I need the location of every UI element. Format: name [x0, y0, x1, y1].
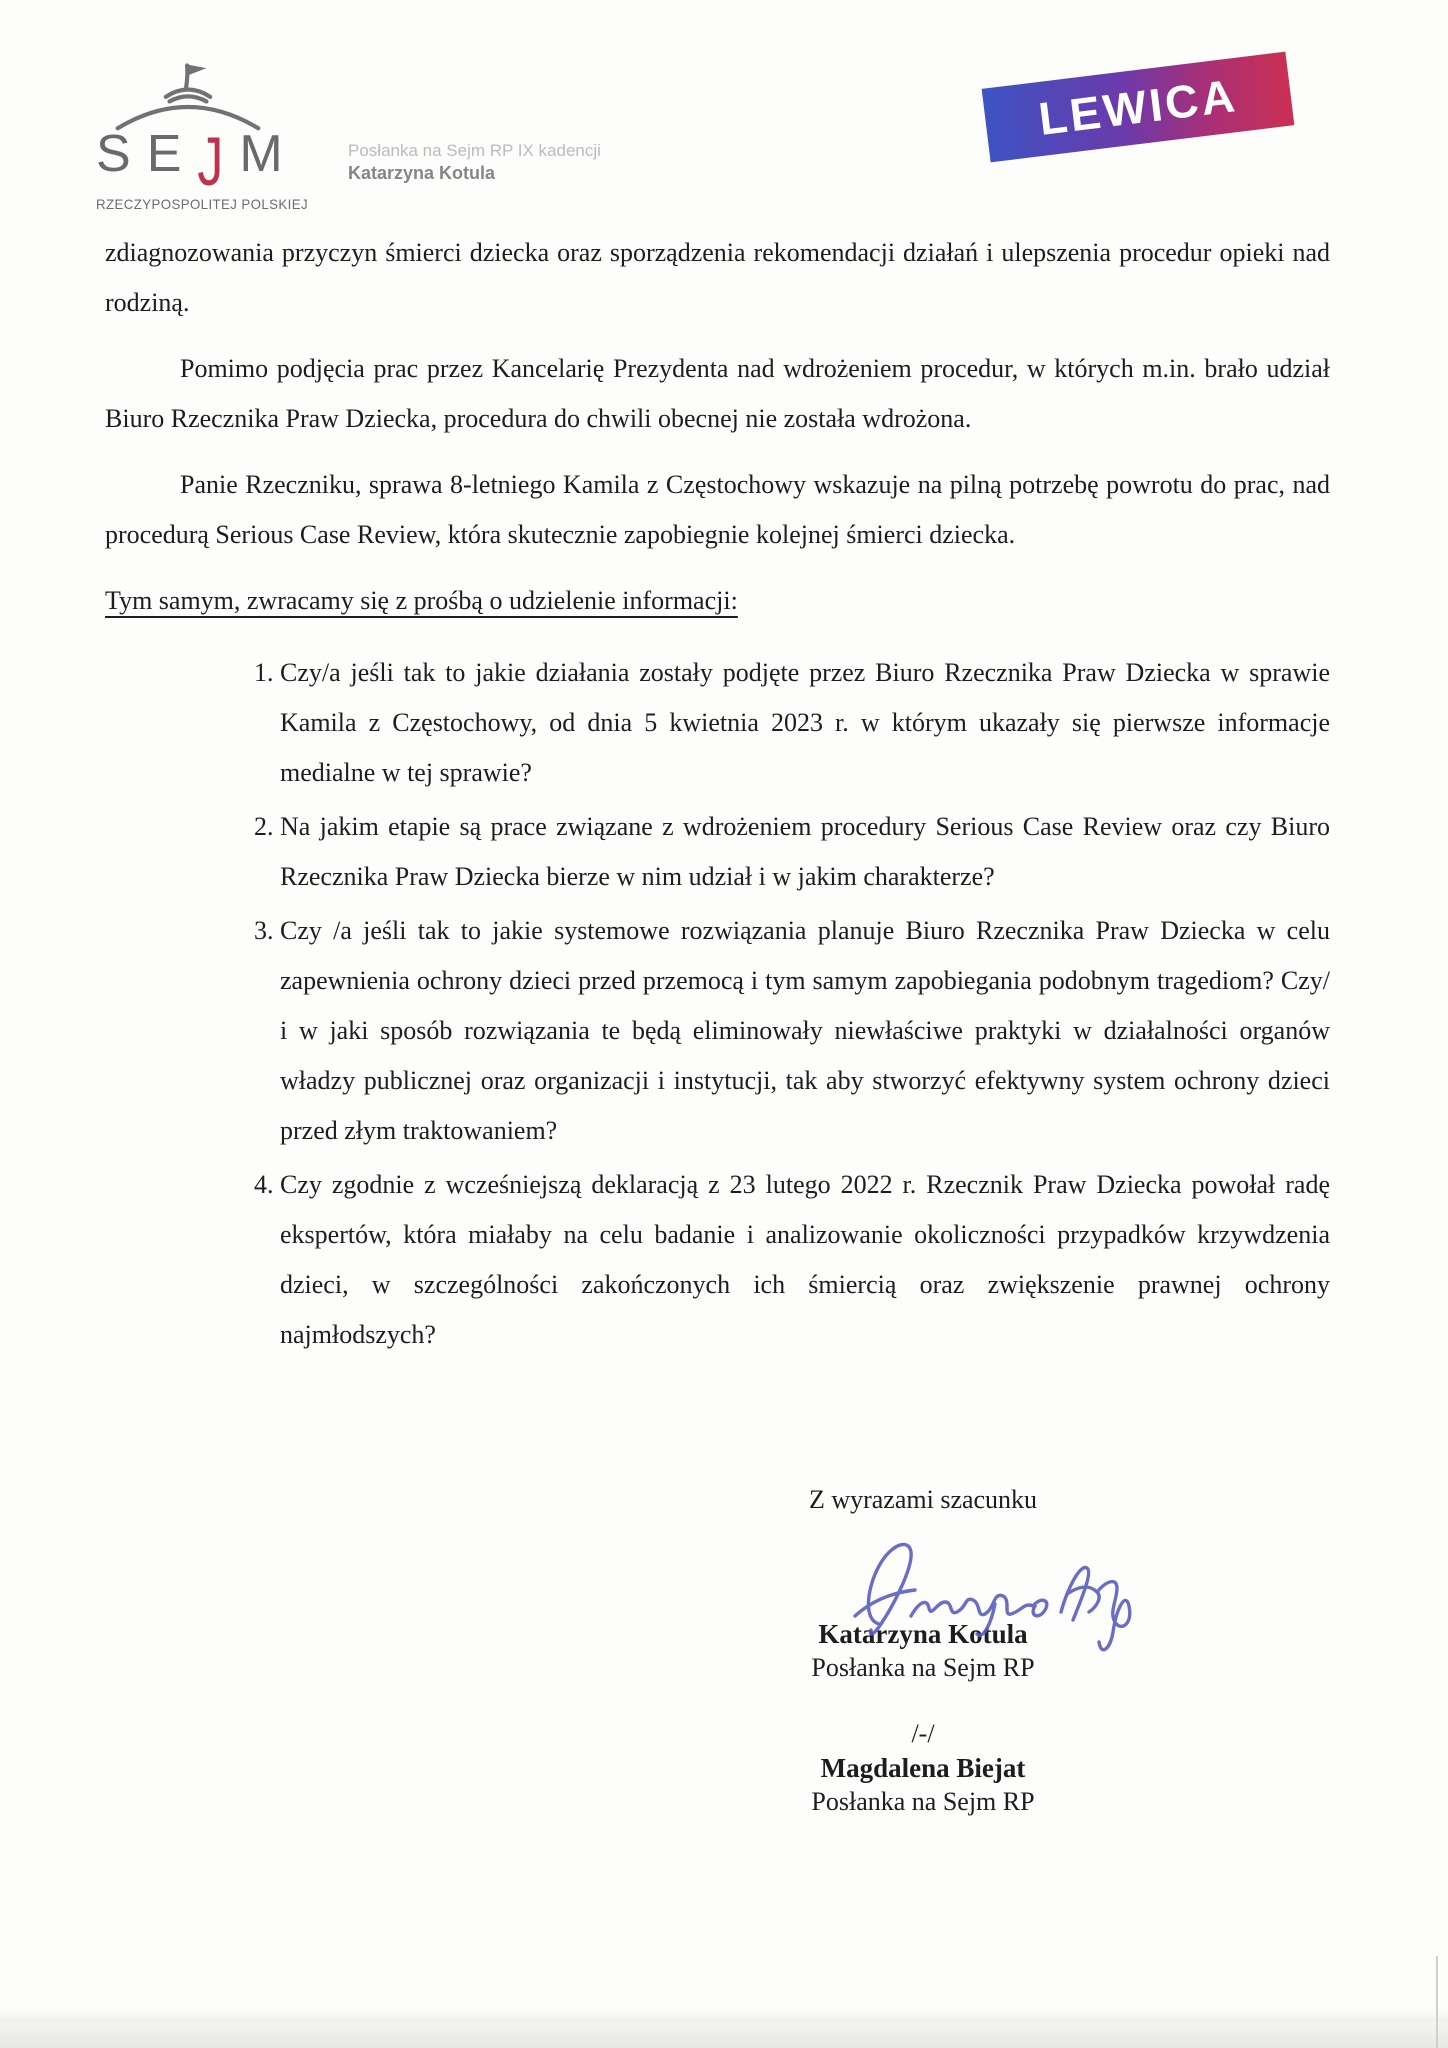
request-intro-text: Tym samym, zwracamy się z prośbą o udzielenie informacji: [105, 586, 738, 615]
scan-bottom-edge [0, 2022, 1448, 2048]
lewica-logo [982, 52, 1295, 163]
signer2-name: Magdalena Biejat [820, 1753, 1026, 1783]
questions-list [237, 648, 1330, 1360]
lewica-wordmark: LEWICA [1035, 69, 1241, 145]
signer2-title: Posłanka na Sejm RP [811, 1787, 1035, 1816]
sejm-letter: E [146, 125, 182, 183]
sejm-subtitle: RZECZYPOSPOLITEJ POLSKIEJ [96, 196, 309, 212]
sejm-wordmark [96, 124, 296, 201]
question-item: 4. Czy zgodnie z wcześniejszą deklaracją z 23 lutego 2022 r. Rzecznik Praw Dziecka powołał radę ekspertów, która miałaby na celu badanie i analizowanie okoliczności przypadków krzywdzenia dzieci, w szczególności zakończonych ich śmiercią oraz zwiększenie prawnej ochrony najmłodszych? [280, 1160, 1330, 1360]
sejm-dome-icon [108, 58, 268, 132]
paragraph: Panie Rzeczniku, sprawa 8-letniego Kamila z Częstochowy wskazuje na pilną potrzebę powrotu do prac, nad procedurą Serious Case Review, która skutecznie zapobiegnie kolejnej śmierci dziecka. [105, 470, 1330, 549]
sender-identification [348, 140, 601, 184]
letter-body [105, 228, 1330, 1364]
sejm-letter: S [96, 125, 131, 183]
sejm-letter: M [239, 125, 283, 183]
signer1-title: Posłanka na Sejm RP [811, 1653, 1035, 1682]
handwritten-signature [845, 1528, 1145, 1668]
salutation: Z wyrazami szacunku [808, 1485, 1038, 1514]
signer1-name: Katarzyna Kotula [818, 1619, 1028, 1649]
signed-mark: /-/ [911, 1719, 935, 1748]
sejm-letter-red-j: J [197, 124, 224, 201]
scan-right-edge [1436, 1956, 1438, 2048]
scan-shadow [0, 2008, 1448, 2022]
sender-role: Posłanka na Sejm RP IX kadencji [348, 141, 601, 160]
paragraph-continuation: zdiagnozowania przyczyn śmierci dziecka oraz sporządzenia rekomendacji działań i ulepszenia procedur opieki nad rodziną. [105, 238, 1330, 317]
sejm-logo [96, 58, 309, 212]
question-item: 1. Czy/a jeśli tak to jakie działania zostały podjęte przez Biuro Rzecznika Praw Dziecka w sprawie Kamila z Częstochowy, od dnia 5 kwietnia 2023 r. w którym ukazały się pierwsze informacje medialne w tej sprawie? [280, 648, 1330, 798]
request-intro [105, 576, 1330, 626]
sejm-flag-icon [187, 64, 206, 75]
paragraph: Pomimo podjęcia prac przez Kancelarię Prezydenta nad wdrożeniem procedur, w których m.in. brało udział Biuro Rzecznika Praw Dziecka, procedura do chwili obecnej nie została wdrożona. [105, 354, 1330, 433]
question-item: 2. Na jakim etapie są prace związane z wdrożeniem procedury Serious Case Review oraz czy Biuro Rzecznika Praw Dziecka bierze w nim udział i w jakim charakterze? [280, 802, 1330, 902]
question-item: 3. Czy /a jeśli tak to jakie systemowe rozwiązania planuje Biuro Rzecznika Praw Dziecka w celu zapewnienia ochrony dzieci przed przemocą i tym samym zapobiegania podobnym tragediom? Czy/ i w jaki sposób rozwiązania te będą eliminowały niewłaściwe praktyki w działalności organów władzy publicznej oraz organizacji i instytucji, tak aby stworzyć efektywny system ochrony dzieci przed złym traktowaniem? [280, 906, 1330, 1156]
sender-name: Katarzyna Kotula [348, 163, 496, 183]
